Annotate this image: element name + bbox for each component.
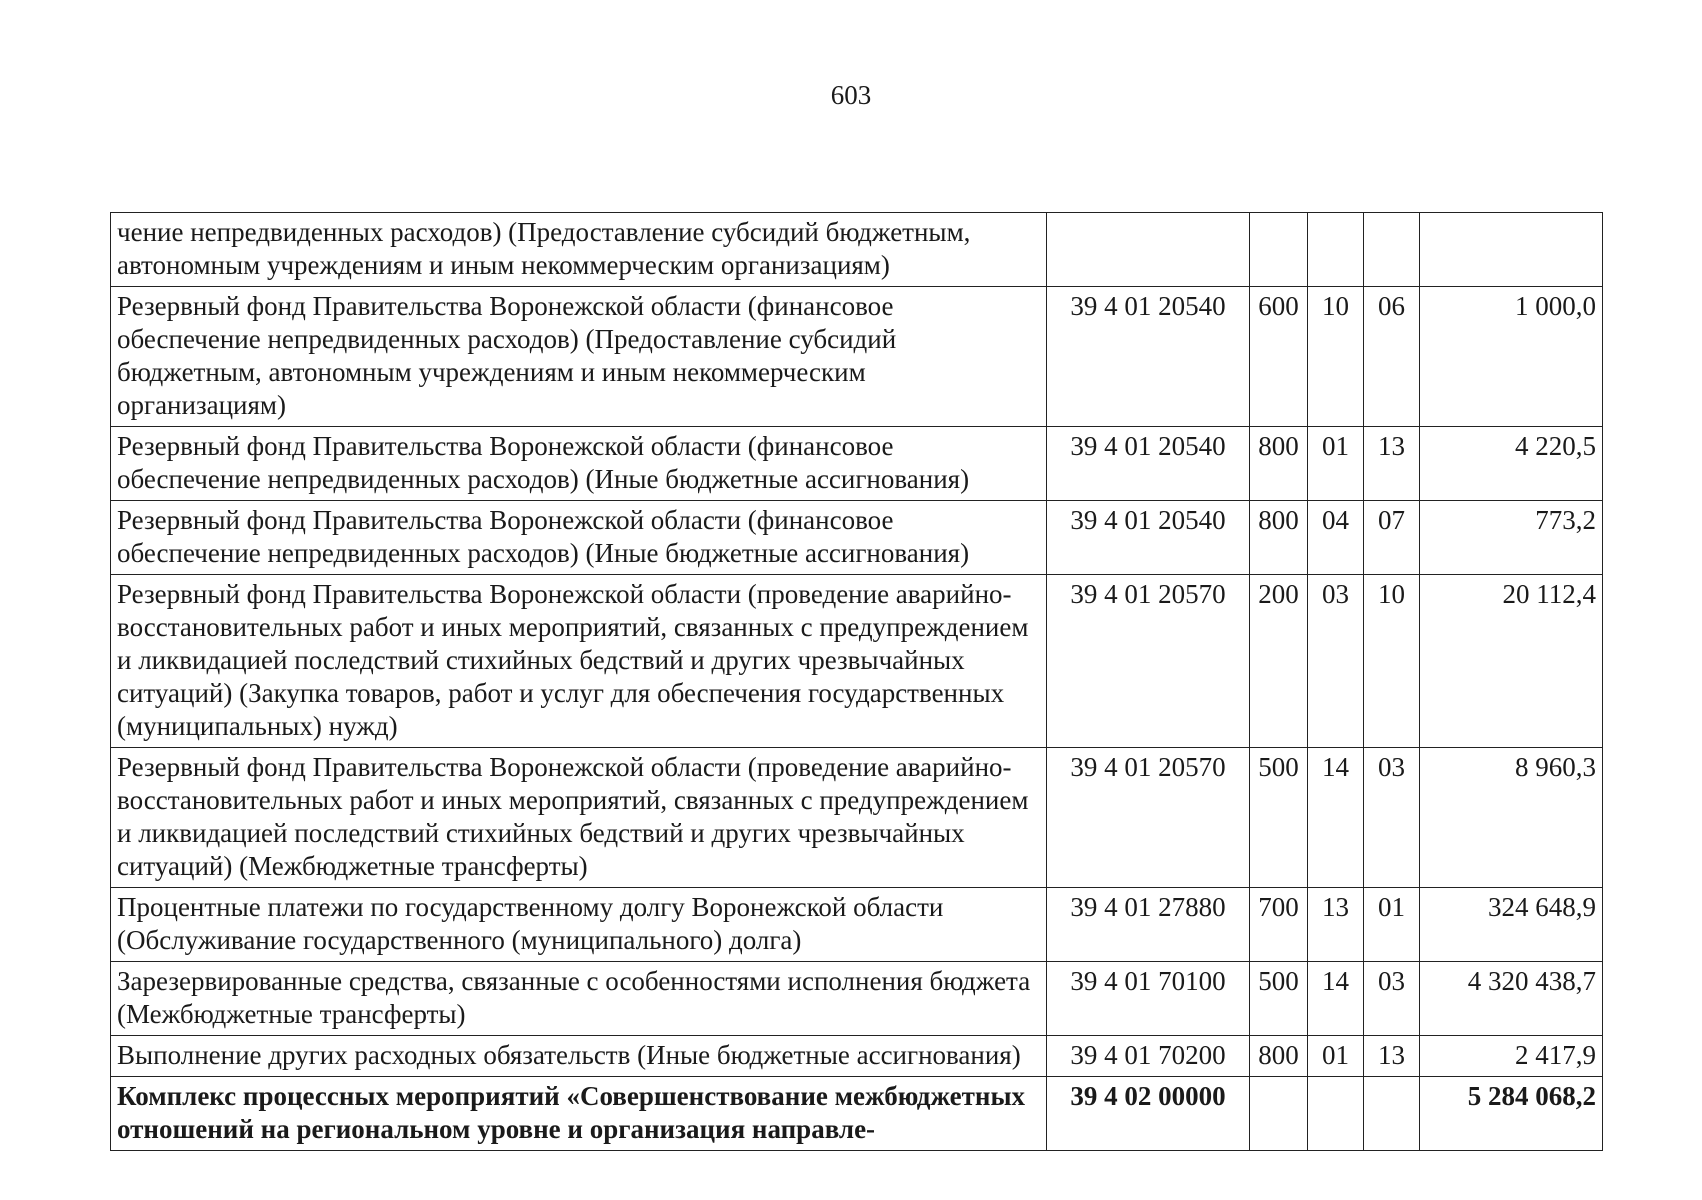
- row-expense-type: 800: [1250, 501, 1308, 575]
- row-target-article: 39 4 01 70100: [1047, 962, 1250, 1036]
- row-section: 13: [1308, 888, 1364, 962]
- row-subsection: 03: [1364, 748, 1420, 888]
- row-section: 04: [1308, 501, 1364, 575]
- row-section: [1308, 213, 1364, 287]
- row-target-article: 39 4 01 70200: [1047, 1036, 1250, 1077]
- row-amount: 20 112,4: [1420, 575, 1603, 748]
- row-target-article: 39 4 01 27880: [1047, 888, 1250, 962]
- table-row: [111, 962, 1603, 1036]
- row-expense-type: 800: [1250, 427, 1308, 501]
- row-amount: 773,2: [1420, 501, 1603, 575]
- page-number: 603: [830, 80, 872, 110]
- row-subsection: 01: [1364, 888, 1420, 962]
- row-subsection: 13: [1364, 1036, 1420, 1077]
- table-row: [111, 213, 1603, 287]
- budget-table-body: [111, 213, 1603, 1151]
- row-amount: 2 417,9: [1420, 1036, 1603, 1077]
- row-expense-type: 800: [1250, 1036, 1308, 1077]
- row-subsection: 13: [1364, 427, 1420, 501]
- row-name: Резервный фонд Правительства Воронежской области (проведение аварийно-восстановительных работ и иных мероприятий, связанных с предупреждением и ликвидацией последствий стихийных бедствий и других чрезвычайных ситуаций) (Межбюджетные трансферты): [111, 748, 1047, 888]
- row-expense-type: 500: [1250, 748, 1308, 888]
- row-target-article: 39 4 01 20570: [1047, 575, 1250, 748]
- row-amount: 4 320 438,7: [1420, 962, 1603, 1036]
- table-row: [111, 427, 1603, 501]
- row-section: [1308, 1077, 1364, 1151]
- budget-table: [110, 212, 1603, 1151]
- row-target-article: [1047, 213, 1250, 287]
- table-row: [111, 888, 1603, 962]
- row-target-article: 39 4 01 20540: [1047, 287, 1250, 427]
- row-section: 14: [1308, 962, 1364, 1036]
- table-row: [111, 287, 1603, 427]
- row-name: Комплекс процессных мероприятий «Совершенствование межбюджетных отношений на региональном уровне и организация направле-: [111, 1077, 1047, 1151]
- row-name: Резервный фонд Правительства Воронежской области (финансовое обеспечение непредвиденных расходов) (Иные бюджетные ассигнования): [111, 427, 1047, 501]
- row-expense-type: 500: [1250, 962, 1308, 1036]
- row-subsection: [1364, 1077, 1420, 1151]
- row-amount: 5 284 068,2: [1420, 1077, 1603, 1151]
- row-expense-type: [1250, 1077, 1308, 1151]
- row-amount: [1420, 213, 1603, 287]
- table-row: [111, 1036, 1603, 1077]
- row-amount: 8 960,3: [1420, 748, 1603, 888]
- row-subsection: 10: [1364, 575, 1420, 748]
- row-section: 10: [1308, 287, 1364, 427]
- row-expense-type: 600: [1250, 287, 1308, 427]
- row-subsection: 07: [1364, 501, 1420, 575]
- row-name: Резервный фонд Правительства Воронежской области (проведение аварийно-восстановительных работ и иных мероприятий, связанных с предупреждением и ликвидацией последствий стихийных бедствий и других чрезвычайных ситуаций) (Закупка товаров, работ и услуг для обеспечения государственных (муниципальных) нужд): [111, 575, 1047, 748]
- table-row: [111, 748, 1603, 888]
- row-target-article: 39 4 01 20540: [1047, 501, 1250, 575]
- row-target-article: 39 4 02 00000: [1047, 1077, 1250, 1151]
- row-expense-type: 200: [1250, 575, 1308, 748]
- row-section: 14: [1308, 748, 1364, 888]
- row-section: 01: [1308, 427, 1364, 501]
- row-expense-type: 700: [1250, 888, 1308, 962]
- table-row: [111, 575, 1603, 748]
- row-subsection: 06: [1364, 287, 1420, 427]
- row-name: Процентные платежи по государственному долгу Воронежской области (Обслуживание государственного (муниципального) долга): [111, 888, 1047, 962]
- row-name: Резервный фонд Правительства Воронежской области (финансовое обеспечение непредвиденных расходов) (Предоставление субсидий бюджетным, автономным учреждениям и иным некоммерческим организациям): [111, 287, 1047, 427]
- row-expense-type: [1250, 213, 1308, 287]
- row-section: 03: [1308, 575, 1364, 748]
- row-amount: 324 648,9: [1420, 888, 1603, 962]
- table-row: [111, 501, 1603, 575]
- row-name: чение непредвиденных расходов) (Предоставление субсидий бюджетным, автономным учреждениям и иным некоммерческим организациям): [111, 213, 1047, 287]
- row-name: Резервный фонд Правительства Воронежской области (финансовое обеспечение непредвиденных расходов) (Иные бюджетные ассигнования): [111, 501, 1047, 575]
- row-amount: 1 000,0: [1420, 287, 1603, 427]
- row-amount: 4 220,5: [1420, 427, 1603, 501]
- row-target-article: 39 4 01 20540: [1047, 427, 1250, 501]
- row-subsection: [1364, 213, 1420, 287]
- table-row-program-complex: [111, 1077, 1603, 1151]
- row-section: 01: [1308, 1036, 1364, 1077]
- row-subsection: 03: [1364, 962, 1420, 1036]
- row-name: Зарезервированные средства, связанные с особенностями исполнения бюджета (Межбюджетные трансферты): [111, 962, 1047, 1036]
- row-target-article: 39 4 01 20570: [1047, 748, 1250, 888]
- row-name: Выполнение других расходных обязательств (Иные бюджетные ассигнования): [111, 1036, 1047, 1077]
